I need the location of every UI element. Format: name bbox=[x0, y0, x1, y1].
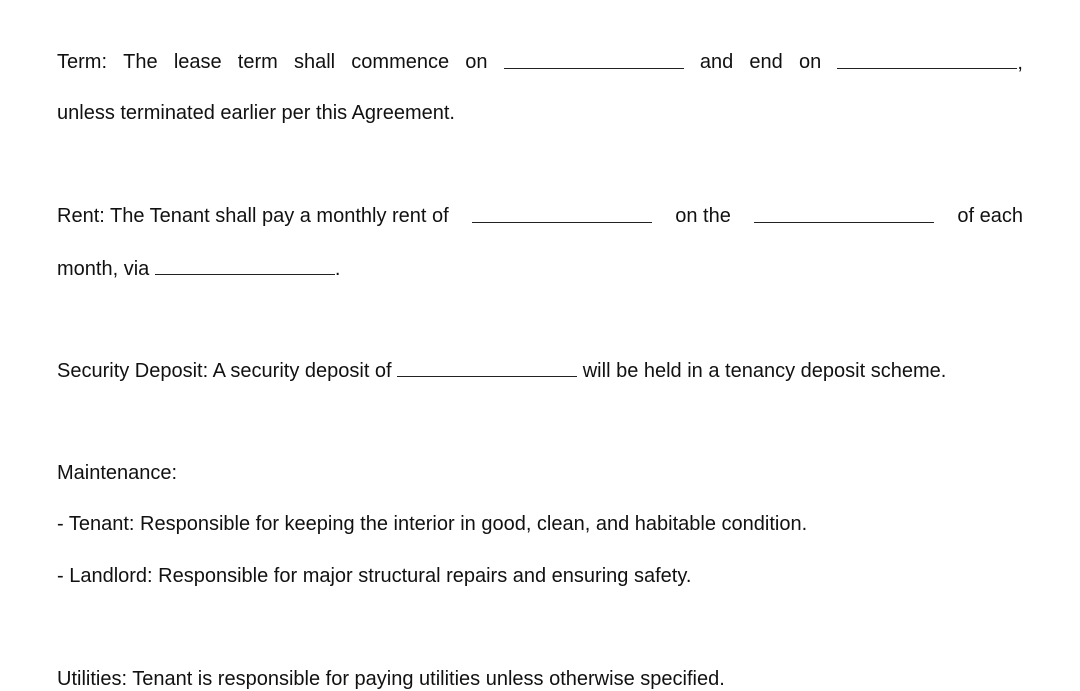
rent-line-2: month, via . bbox=[57, 258, 341, 280]
deposit-line: Security Deposit: A security deposit of will be held in a tenancy deposit scheme. bbox=[57, 360, 947, 382]
rent-amount-blank[interactable] bbox=[472, 204, 652, 223]
payment-method-blank[interactable] bbox=[155, 256, 335, 275]
commence-date-blank[interactable] bbox=[504, 50, 684, 69]
rent-due-day-blank[interactable] bbox=[754, 204, 934, 223]
end-date-wrap: , bbox=[837, 50, 1023, 75]
maintenance-heading: Maintenance: bbox=[57, 462, 178, 484]
rent-line-1: Rent: The Tenant shall pay a monthly rent of on the of each bbox=[57, 205, 1023, 227]
term-line-2: unless terminated earlier per this Agreement. bbox=[57, 102, 455, 124]
end-date-blank[interactable] bbox=[837, 50, 1017, 69]
maintenance-item-landlord: - Landlord: Responsible for major structural repairs and ensuring safety. bbox=[57, 565, 692, 587]
maintenance-item-tenant: - Tenant: Responsible for keeping the interior in good, clean, and habitable condition. bbox=[57, 513, 808, 535]
term-line-1: Term: The lease term shall commence on and end on , bbox=[57, 51, 1023, 74]
deposit-amount-blank[interactable] bbox=[397, 358, 577, 377]
utilities-line: Utilities: Tenant is responsible for paying utilities unless otherwise specified. bbox=[57, 668, 725, 690]
